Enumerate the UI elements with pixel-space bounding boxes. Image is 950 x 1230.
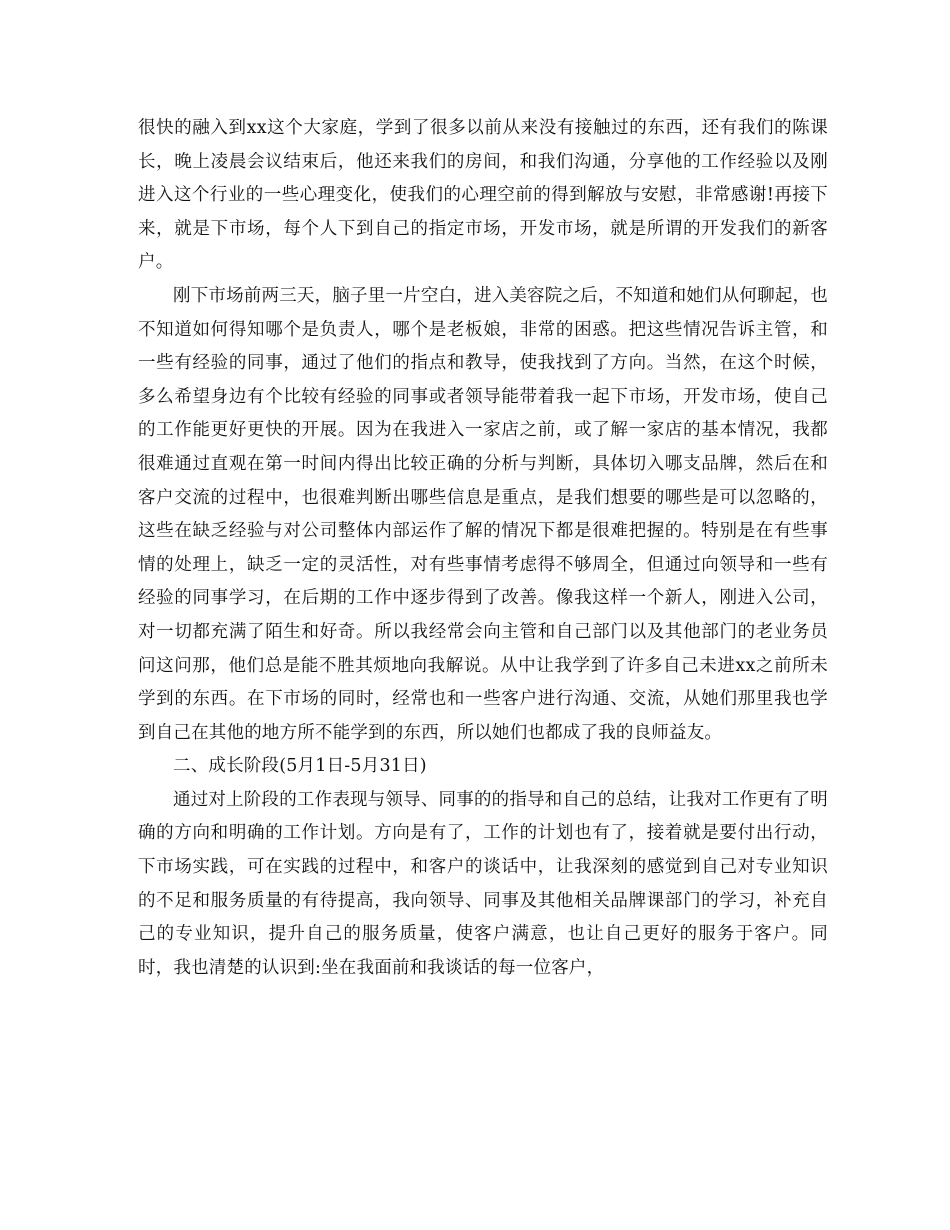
section-heading: 二、成长阶段(5月1日-5月31日) bbox=[173, 756, 427, 777]
paragraph-2: 刚下市场前两三天，脑子里一片空白，进入美容院之后，不知道和她们从何聊起，也不知道如何得知哪个是负责人，哪个是老板娘，非常的困惑。把这些情况告诉主管，和一些有经验的同事，通过了他们的指点和教导，使我找到了方向。当然，在这个时候，多么希望身边有个比较有经验的同事或者领导能带着我一起下市场，开发市场，使自己的工作能更好更快的开展。因为在我进入一家店之前，或了解一家店的基本情况，我都很难通过直观在第一时间内得出比较正确的分析与判断，具体切入哪支品牌，然后在和客户交流的过程中，也很难判断出哪些信息是重点，是我们想要的哪些是可以忽略的，这些在缺乏经验与对公司整体内部运作了解的情况下都是很难把握的。特别是在有些事情的处理上，缺乏一定的灵活性，对有些事情考虑得不够周全，但通过向领导和一些有经验的同事学习，在后期的工作中逐步得到了改善。像我这样一个新人，刚进入公司，对一切都充满了陌生和好奇。所以我经常会向主管和自己部门以及其他部门的老业务员问这问那，他们总是能不胜其烦地向我解说。从中让我学到了许多自己未进xx之前所未学到的东西。在下市场的同时，经常也和一些客户进行沟通、交流，从她们那里我也学到自己在其他的地方所不能学到的东西，所以她们也都成了我的良师益友。 bbox=[138, 285, 828, 743]
paragraph-3: 通过对上阶段的工作表现与领导、同事的的指导和自己的总结，让我对工作更有了明确的方向和明确的工作计划。方向是有了，工作的计划也有了，接着就是要付出行动，下市场实践，可在实践的过程中，和客户的谈话中，让我深刻的感觉到自己对专业知识的不足和服务质量的有待提高，我向领导、同事及其他相关品牌课部门的学习，补充自己的专业知识，提升自己的服务质量，使客户满意，也让自己更好的服务于客户。同时，我也清楚的认识到:坐在我面前和我谈话的每一位客户， bbox=[138, 789, 828, 978]
paragraph-1: 很快的融入到xx这个大家庭，学到了很多以前从来没有接触过的东西，还有我们的陈课长，晚上凌晨会议结束后，他还来我们的房间，和我们沟通，分享他的工作经验以及刚进入这个行业的一些心理变化，使我们的心理空前的得到解放与安慰，非常感谢!再接下来，就是下市场，每个人下到自己的指定市场，开发市场，就是所谓的开发我们的新客户。 bbox=[138, 118, 828, 273]
document-body bbox=[138, 112, 828, 985]
